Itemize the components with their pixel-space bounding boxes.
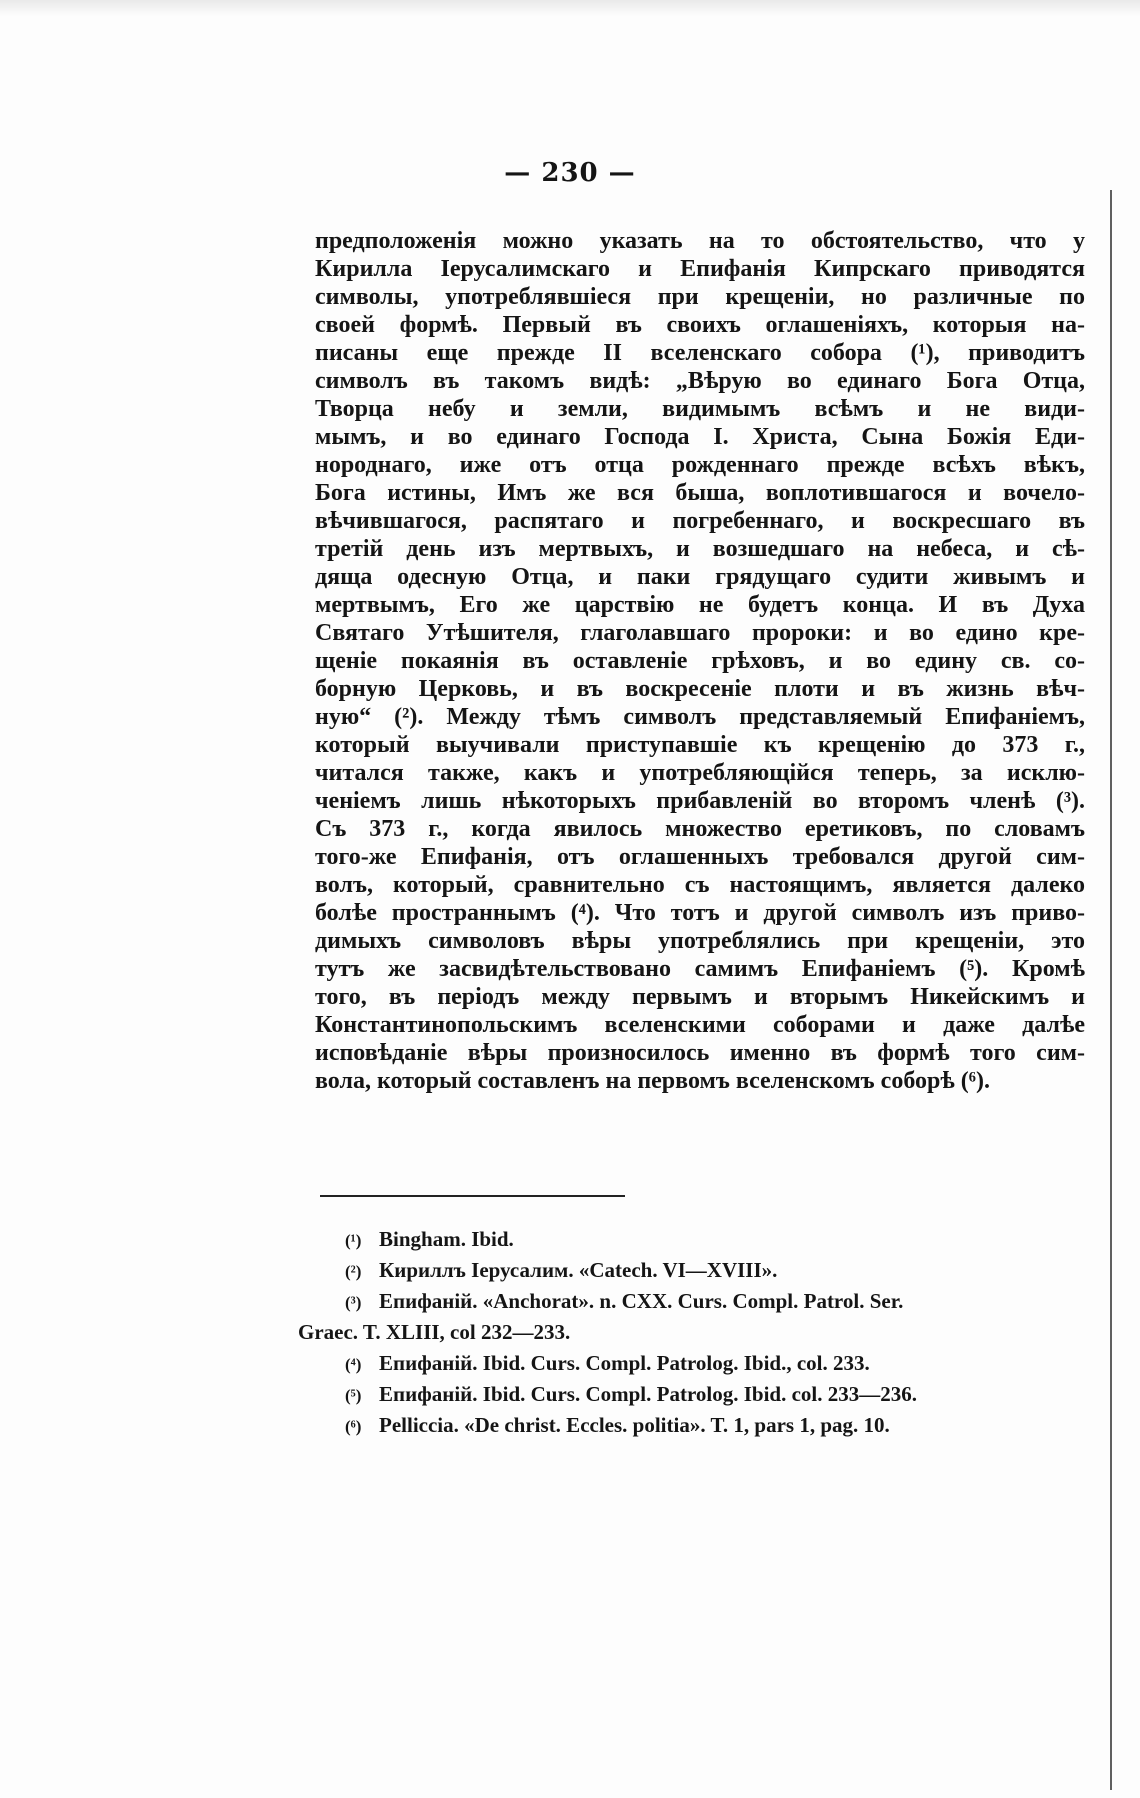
body-line: исповѣданіе вѣры произносилось именно въ формѣ того сим- — [315, 1040, 1085, 1066]
body-line: Константинопольскимъ вселенскими соборами и даже далѣе — [315, 1012, 1085, 1038]
body-line: нороднаго, иже отъ отца рожденнаго прежде всѣхъ вѣкъ, — [315, 452, 1085, 478]
body-line: того-же Епифанія, отъ оглашенныхъ требовался другой сим- — [315, 844, 1085, 870]
footnote-3 — [345, 1287, 1075, 1318]
body-line: тутъ же засвидѣтельствовано самимъ Епифаніемъ (⁵). Кромѣ — [315, 956, 1085, 982]
footnote-4 — [345, 1349, 1075, 1380]
footnote-marker: (⁶) — [345, 1417, 362, 1436]
body-line: того, въ періодъ между первымъ и вторымъ Никейскимъ и — [315, 984, 1085, 1010]
page-top-edge — [0, 0, 1140, 16]
footnote-divider — [320, 1195, 625, 1197]
footnote-marker: (⁵) — [345, 1386, 362, 1405]
footnote-text: Епифаній. Ibid. Curs. Compl. Patrolog. Ibid., col. 233. — [379, 1351, 870, 1375]
footnote-text: Епифаній. Ibid. Curs. Compl. Patrolog. Ibid. col. 233—236. — [379, 1382, 918, 1406]
footnote-text: Pelliccia. «De christ. Eccles. politia». T. 1, pars 1, pag. 10. — [379, 1413, 890, 1437]
body-line: ченіемъ лишь нѣкоторыхъ прибавленій во второмъ членѣ (³). — [315, 788, 1085, 814]
page-number: — 230 — — [504, 158, 636, 188]
body-line: дяща одесную Отца, и паки грядущаго судити живымъ и — [315, 564, 1085, 590]
footnote-text: Bingham. Ibid. — [379, 1227, 514, 1251]
body-line: вола, который составленъ на первомъ вселенскомъ соборѣ (⁶). — [315, 1068, 990, 1094]
body-line: читался также, какъ и употребляющійся теперь, за исклю- — [315, 760, 1085, 786]
body-line: писаны еще прежде II вселенскаго собора (¹), приводитъ — [315, 340, 1085, 366]
body-line: Творца небу и земли, видимымъ всѣмъ и не види- — [315, 396, 1085, 422]
body-line: Съ 373 г., когда явилось множество еретиковъ, по словамъ — [315, 816, 1085, 842]
body-line: символы, употреблявшіеся при крещеніи, но различные по — [315, 284, 1085, 310]
body-line: Святаго Утѣшителя, глаголавшаго пророки: и во едино кре- — [315, 620, 1085, 646]
body-line: Кирилла Іерусалимскаго и Епифанія Кипрскаго приводятся — [315, 256, 1085, 282]
body-line: третій день изъ мертвыхъ, и возшедшаго на небеса, и сѣ- — [315, 536, 1085, 562]
body-line: мертвымъ, Его же царствію не будетъ конца. И въ Духа — [315, 592, 1085, 618]
footnotes — [298, 1225, 1075, 1442]
body-line: символъ въ такомъ видѣ: „Вѣрую во единаго Бога Отца, — [315, 368, 1085, 394]
footnote-2 — [345, 1256, 1075, 1287]
body-line: вѣчившагося, распятаго и погребеннаго, и воскресшаго въ — [315, 508, 1085, 534]
footnote-marker: (³) — [345, 1293, 362, 1312]
body-line: щеніе покаянія въ оставленіе грѣховъ, и во едину св. со- — [315, 648, 1085, 674]
scan-margin-line — [1110, 190, 1112, 1790]
footnote-marker: (⁴) — [345, 1355, 362, 1374]
footnote-marker: (²) — [345, 1262, 362, 1281]
body-line: мымъ, и во единаго Господа І. Христа, Сына Божія Еди- — [315, 424, 1085, 450]
footnote-text: Епифаній. «Anchorat». n. CXX. Curs. Compl. Patrol. Ser. — [379, 1289, 904, 1313]
body-line: димыхъ символовъ вѣры употреблялись при крещеніи, это — [315, 928, 1085, 954]
footnote-marker: (¹) — [345, 1231, 362, 1250]
body-line: своей формѣ. Первый въ своихъ оглашеніяхъ, которыя на- — [315, 312, 1085, 338]
body-line: борную Церковь, и въ воскресеніе плоти и въ жизнь вѣч- — [315, 676, 1085, 702]
footnote-1 — [345, 1225, 1075, 1256]
body-line: который выучивали приступавшіе къ крещенію до 373 г., — [315, 732, 1085, 758]
body-line: болѣе пространнымъ (⁴). Что тотъ и другой символъ изъ приво- — [315, 900, 1085, 926]
footnote-6 — [345, 1411, 1075, 1442]
body-text — [315, 227, 1085, 1095]
footnote-3-continuation: Graec. T. XLIII, col 232—233. — [298, 1320, 571, 1344]
footnote-text: Кириллъ Іерусалим. «Catech. VI—XVIII». — [379, 1258, 778, 1282]
body-line: Бога истины, Имъ же вся быша, воплотившагося и вочело- — [315, 480, 1085, 506]
body-line: ную“ (²). Между тѣмъ символъ представляемый Епифаніемъ, — [315, 704, 1085, 730]
body-line: предположенія можно указать на то обстоятельство, что у — [315, 228, 1085, 254]
body-line: волъ, который, сравнительно съ настоящимъ, является далеко — [315, 872, 1085, 898]
footnote-5 — [345, 1380, 1075, 1411]
